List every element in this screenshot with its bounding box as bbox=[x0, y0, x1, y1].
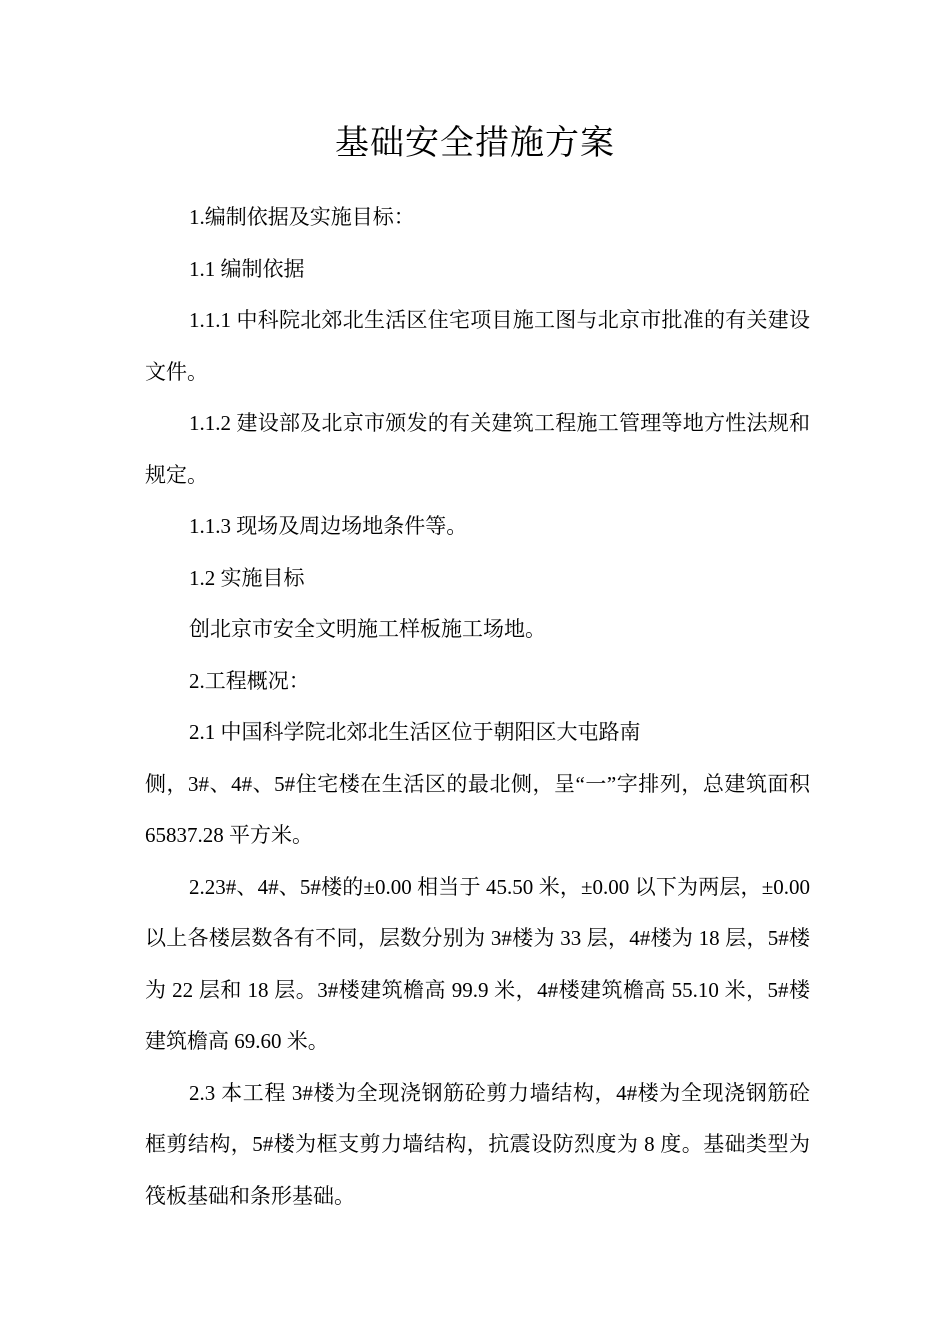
paragraph-2-2: 2.23#、4#、5#楼的±0.00 相当于 45.50 米，±0.00 以下为两层，±0.00 以上各楼层数各有不同，层数分别为 3#楼为 33 层，4#楼为 18 层，5#楼为 22 层和 18 层。3#楼建筑檐高 99.9 米，4#楼建筑檐高 55.10 米，5#楼建筑檐高 69.60 米。 bbox=[145, 874, 810, 1053]
paragraph-1-1-2: 1.1.2 建设部及北京市颁发的有关建筑工程施工管理等地方性法规和规定。 bbox=[145, 411, 810, 487]
paragraph-1-1-1: 1.1.1 中科院北郊北生活区住宅项目施工图与北京市批准的有关建设文件。 bbox=[145, 308, 810, 384]
paragraph-goal: 创北京市安全文明施工样板施工场地。 bbox=[189, 617, 546, 641]
subsection-heading-1-1: 1.1 编制依据 bbox=[189, 256, 305, 281]
paragraph-2-3: 2.3 本工程 3#楼为全现浇钢筋砼剪力墙结构，4#楼为全现浇钢筋砼框剪结构，5#楼为框支剪力墙结构，抗震设防烈度为 8 度。基础类型为筏板基础和条形基础。 bbox=[145, 1080, 810, 1208]
subsection-heading-1-2: 1.2 实施目标 bbox=[189, 565, 305, 590]
section-heading-2: 2.工程概况： bbox=[189, 668, 310, 693]
document-body bbox=[145, 192, 810, 1222]
paragraph-1-1-3: 1.1.3 现场及周边场地条件等。 bbox=[189, 514, 468, 538]
paragraph-2-1-line1: 2.1 中国科学院北郊北生活区位于朝阳区大屯路南 bbox=[189, 720, 641, 744]
document-title: 基础安全措施方案 bbox=[335, 125, 615, 162]
section-heading-1: 1.编制依据及实施目标： bbox=[189, 205, 415, 229]
paragraph-2-1-continued: 侧，3#、4#、5#住宅楼在生活区的最北侧，呈“一”字排列，总建筑面积 65837.28 平方米。 bbox=[145, 771, 810, 847]
